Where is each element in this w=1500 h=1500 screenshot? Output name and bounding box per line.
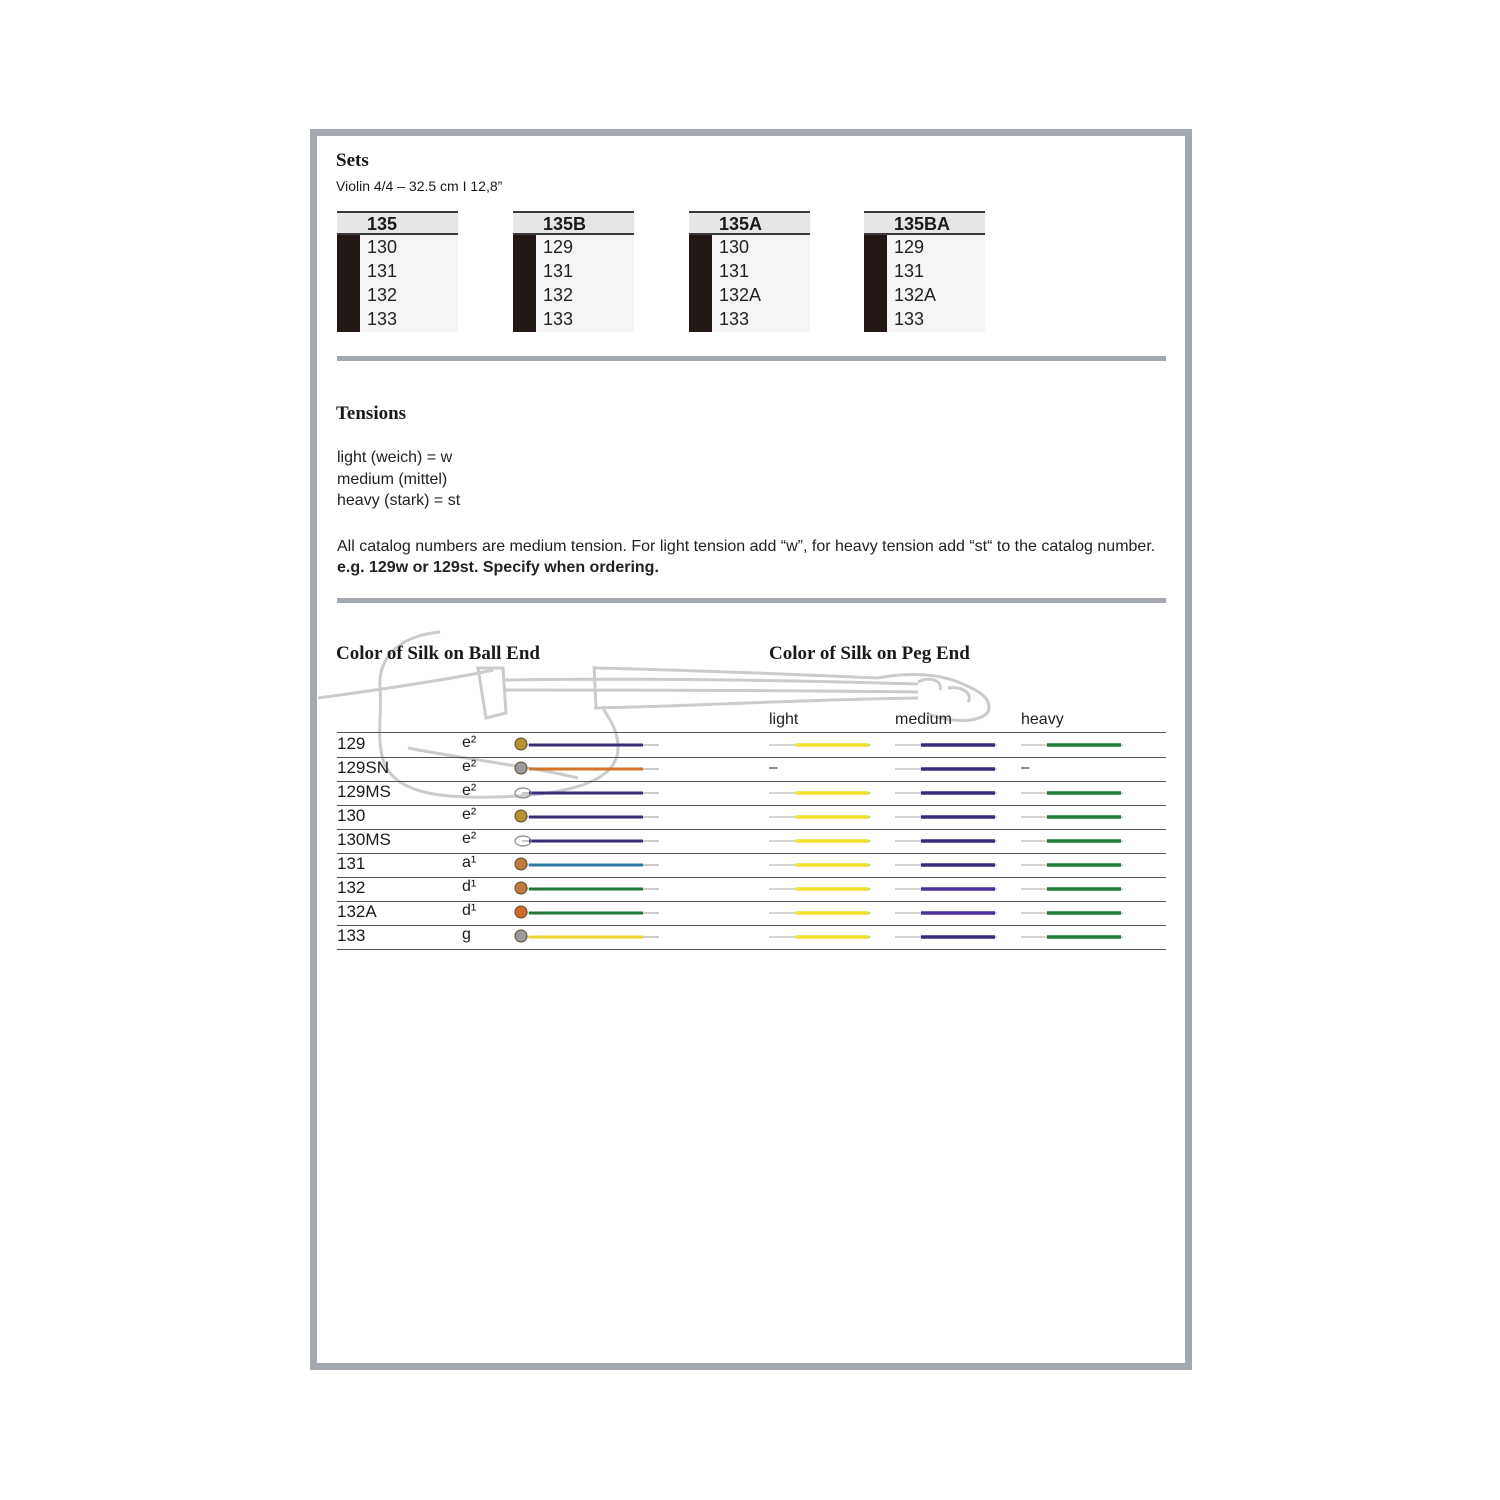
catalog-number: 133 [337,926,366,945]
set-item: 131 [367,261,398,281]
set-item: 132A [719,285,762,305]
set-item: 129 [894,237,925,257]
ball-end-icon [515,882,527,894]
section-divider [337,598,1166,603]
table-row [337,829,1166,854]
header-light: light [769,711,799,728]
table-row [337,757,1166,782]
catalog-number: 129 [337,734,366,753]
tension-note [337,536,1157,578]
string-note: e² [462,806,477,823]
tension-light: light (weich) = w [337,449,453,466]
set-name: 135B [543,214,587,234]
string-swatches [337,829,1166,853]
set-box-135a [689,211,810,332]
section-divider [337,356,1166,361]
string-note: e² [462,782,477,799]
string-swatches [337,853,1166,877]
ball-end-icon [515,738,527,750]
ball-end-icon [515,858,527,870]
set-color-bar [689,235,712,332]
set-item: 133 [894,309,925,329]
sets-subtitle: Violin 4/4 – 32.5 cm I 12,8” [336,178,503,194]
set-box-135b [513,211,634,332]
string-note: e² [462,830,477,847]
set-item: 132 [543,285,574,305]
catalog-number: 132 [337,878,366,897]
set-item: 130 [367,237,398,257]
catalog-number: 131 [337,854,366,873]
string-swatches [337,781,1166,805]
set-color-bar [864,235,887,332]
set-name: 135 [367,214,398,234]
set-item: 133 [543,309,574,329]
catalog-number: 129MS [337,782,391,801]
ball-end-icon [515,762,527,774]
no-variant-dash: – [769,759,778,776]
string-note: d¹ [462,902,477,919]
sets-title: Sets [336,150,369,171]
string-note: e² [462,758,477,775]
tension-note-bold: e.g. 129w or 129st. Specify when ordering. [337,559,659,576]
string-note: d¹ [462,878,477,895]
set-item: 132 [367,285,398,305]
set-color-bar [513,235,536,332]
table-row [337,781,1166,806]
tension-medium: medium (mittel) [337,471,448,488]
set-item: 131 [894,261,925,281]
header-medium: medium [895,711,952,728]
set-name: 135BA [894,214,951,234]
string-swatches [337,805,1166,829]
catalog-number: 129SN [337,758,389,777]
set-item: 133 [367,309,398,329]
table-row [337,805,1166,830]
ball-end-icon [515,810,527,822]
string-note: a¹ [462,854,477,871]
catalog-number: 130MS [337,830,391,849]
set-item: 131 [543,261,574,281]
tension-note-plain: All catalog numbers are medium tension. For light tension add “w”, for heavy tension add “st“ to the catalog number. [337,538,1156,555]
string-swatches [337,901,1166,925]
table-row [337,877,1166,902]
ball-end-icon [515,930,527,942]
ball-end-title: Color of Silk on Ball End [336,643,540,664]
header-heavy: heavy [1021,711,1064,728]
tension-heavy: heavy (stark) = st [337,492,461,509]
tensions-title: Tensions [336,403,407,424]
set-item: 129 [543,237,574,257]
set-box-135ba [864,211,985,332]
set-item: 133 [719,309,750,329]
string-note: e² [462,734,477,751]
peg-end-title: Color of Silk on Peg End [769,643,970,664]
string-swatches [337,757,1166,781]
string-swatches [337,733,1166,757]
set-name: 135A [719,214,763,234]
string-swatches [337,877,1166,901]
catalog-number: 132A [337,902,377,921]
set-item: 132A [894,285,937,305]
set-color-bar [337,235,360,332]
catalog-number: 130 [337,806,366,825]
no-variant-dash: – [1021,759,1030,776]
string-swatches [337,925,1166,949]
table-row [337,733,1166,758]
table-row [337,853,1166,878]
table-row [337,901,1166,926]
set-box-135 [337,211,458,332]
set-item: 131 [719,261,750,281]
string-note: g [462,926,471,943]
table-row [337,925,1166,950]
set-item: 130 [719,237,750,257]
ball-end-icon [515,906,527,918]
